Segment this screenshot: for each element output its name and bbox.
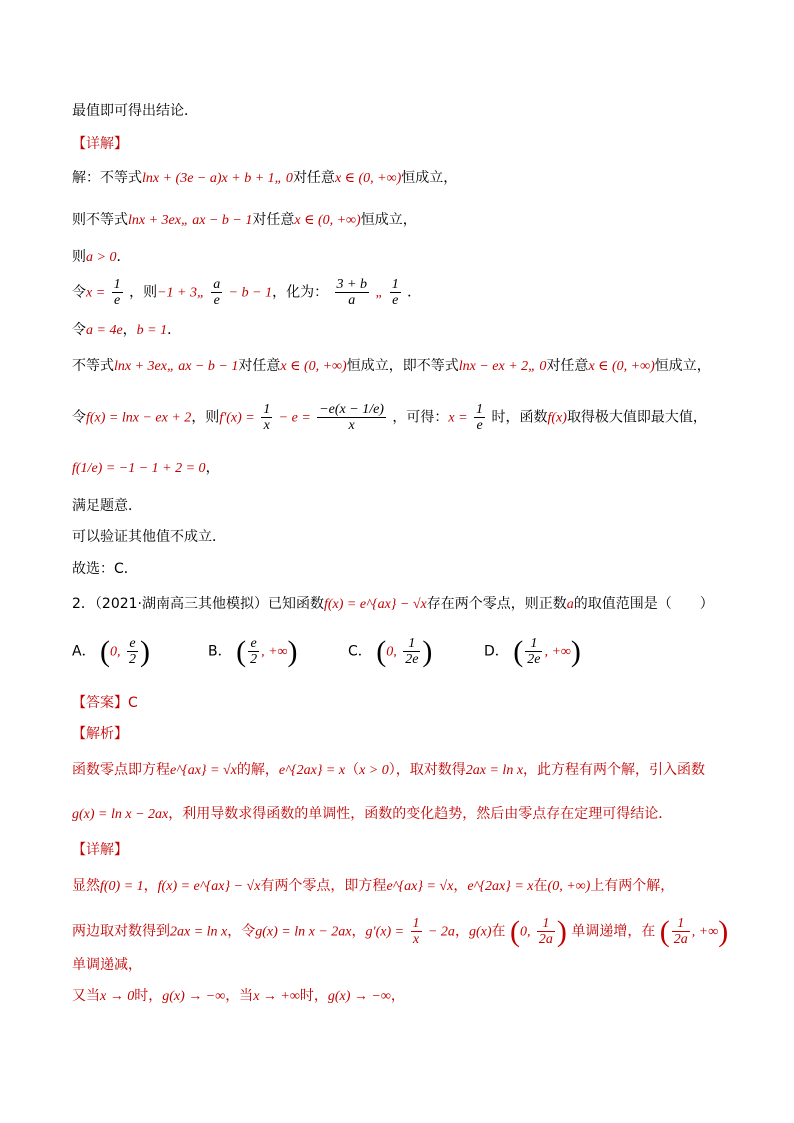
fraction: $\frac{1}{e}$: [391, 277, 399, 308]
text-line: 单调递减，: [72, 957, 142, 973]
text-line: 故选：C．: [72, 561, 138, 577]
section-tag-analysis: 【解析】: [72, 726, 128, 742]
fraction: $\frac{1}{2e}$: [405, 636, 419, 667]
text-line: 令f(x) = lnx − ex + 2，则f′(x) = $\frac{1}{x}$ − e = $\frac{-e(x - 1/e)}{x}$ ，可得：x = $\frac{1}{e}$ 时，函数f(x)取得极大值即最大值，: [72, 402, 707, 433]
fraction: $\frac{1}{x}$: [412, 916, 420, 947]
text-line: 则a > 0．: [72, 249, 131, 265]
question-stem: 2．（2021·湖南高三其他模拟）已知函数f(x) = e^{ax} − √x存在两个零点，则正数a的取值范围是（ ）: [72, 596, 714, 612]
text-line: 可以验证其他值不成立．: [72, 529, 226, 545]
fraction: $\frac{e}{2}$: [250, 636, 258, 667]
fraction: $\frac{1}{2e}$: [527, 636, 541, 667]
fraction: $\frac{a}{e}$: [213, 277, 221, 308]
fraction: $\frac{-e(x - 1/e)}{x}$: [319, 402, 384, 433]
text-line: f(1/e) = −1 − 1 + 2 = 0，: [72, 460, 220, 476]
text-line: 则不等式lnx + 3ex„ ax − b − 1对任意x ∈ (0, +∞)恒成立，: [72, 212, 417, 228]
option-a: A． (0, $\frac{e}{2}$ ): [72, 634, 150, 668]
text-line: 显然f(0) = 1，f(x) = e^{ax} − √x有两个零点，即方程e^{ax} = √x，e^{2ax} = x在(0, +∞)上有两个解，: [72, 878, 675, 894]
fraction: $\frac{e}{2}$: [128, 636, 136, 667]
fraction: $\frac{1}{x}$: [263, 402, 271, 433]
option-c: C． (0, $\frac{1}{2e}$ ): [348, 634, 433, 668]
text-line: 最值即可得出结论．: [72, 103, 198, 119]
text-line: 令a = 4e，b = 1．: [72, 322, 182, 338]
fraction: $\frac{1}{e}$: [113, 277, 121, 308]
text-line: 满足题意．: [72, 498, 142, 514]
fraction: $\frac{1}{2a}$: [673, 916, 688, 947]
option-b: B． ( $\frac{e}{2}$ , +∞): [208, 634, 298, 668]
text-line: 不等式lnx + 3ex„ ax − b − 1对任意x ∈ (0, +∞)恒成立，即不等式lnx − ex + 2„ 0对任意x ∈ (0, +∞)恒成立，: [72, 358, 711, 374]
answer-label: 【答案】C: [72, 695, 138, 711]
text-line: 又当x → 0时，g(x) → −∞，当x → +∞时，g(x) → −∞，: [72, 988, 405, 1004]
text-line: 令x = $\frac{1}{e}$ ，则−1 + 3„ $\frac{a}{e}$ − b − 1，化为： $\frac{3 + b}{a}$ „ $\frac{1}{e}$ ．: [72, 277, 422, 308]
fraction: $\frac{1}{e}$: [476, 402, 484, 433]
text-line: g(x) = ln x − 2ax，利用导数求得函数的单调性，函数的变化趋势，然后由零点存在定理可得结论．: [72, 806, 673, 822]
text-line: 两边取对数得到2ax = ln x，令g(x) = ln x − 2ax，g′(x) = $\frac{1}{x}$ − 2a，g(x)在 (0, $\frac{1}{2a}$ ) 单调递增，在 ( $\frac{1}{2a}$ , +∞): [72, 914, 729, 948]
section-tag-detail: 【详解】: [72, 136, 128, 152]
text-line: 函数零点即方程e^{ax} = √x的解，e^{2ax} = x（x > 0），取对数得2ax = ln x，此方程有两个解，引入函数: [72, 762, 706, 778]
option-d: D． ( $\frac{1}{2e}$ , +∞): [484, 634, 581, 668]
fraction: $\frac{3 + b}{a}$: [336, 277, 367, 308]
fraction: $\frac{1}{2a}$: [538, 916, 553, 947]
text-line: 解：不等式lnx + (3e − a)x + b + 1„ 0对任意x ∈ (0, +∞)恒成立，: [72, 170, 458, 186]
section-tag-detail: 【详解】: [72, 842, 128, 858]
